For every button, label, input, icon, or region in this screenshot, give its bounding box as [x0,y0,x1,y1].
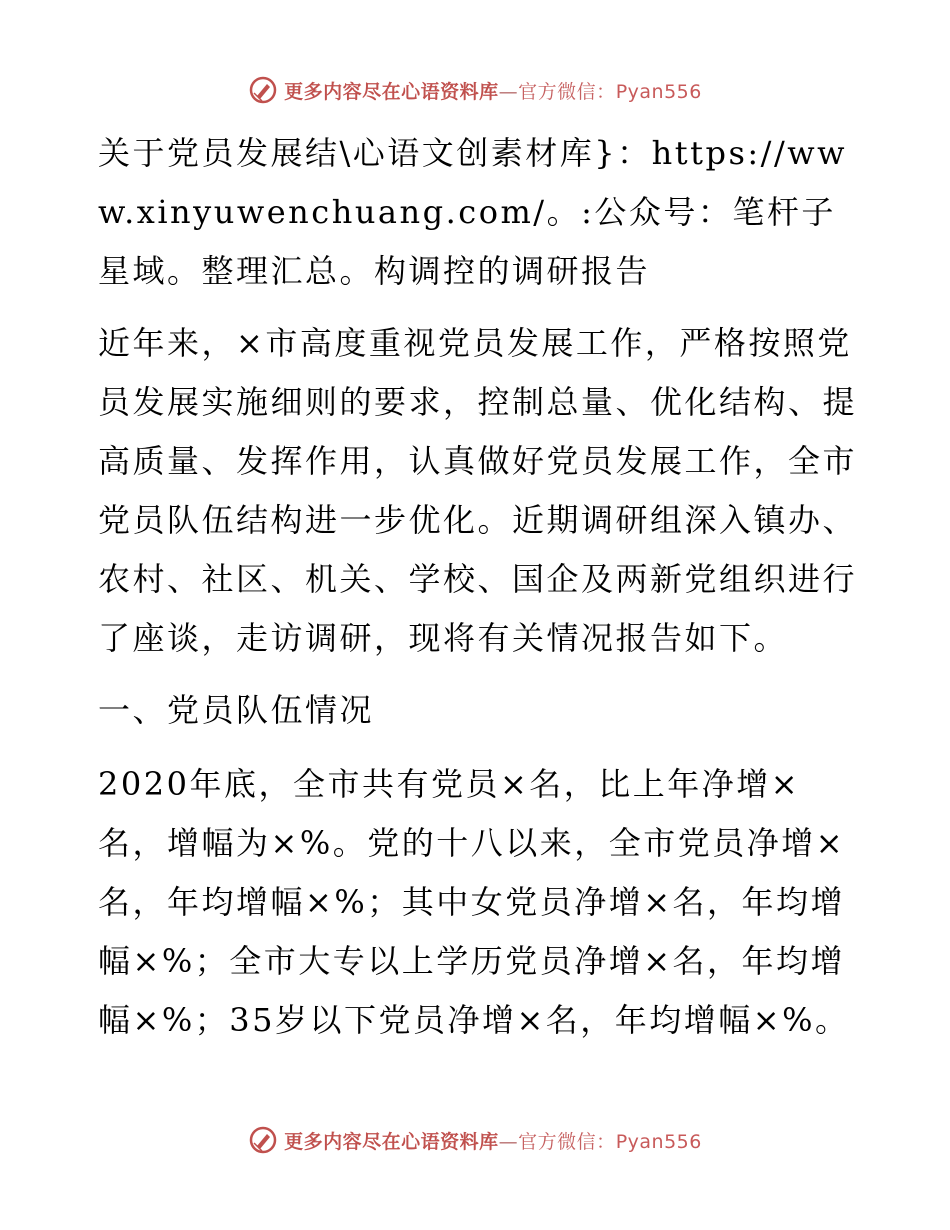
pen-circle-logo-icon [248,75,278,105]
document-body [98,124,858,1063]
section-heading: 一、党员队伍情况 [98,691,375,729]
banner-text [284,77,702,104]
paragraph-intro: 近年来，×市高度重视党员发展工作，严格按照党员发展实施细则的要求，控制总量、优化结构、提高质量、发挥作用，认真做好党员发展工作，全市党员队伍结构进一步优化。近期调研组深入镇办、农村、社区、机关、学校、国企及两新党组织进行了座谈，走访调研，现将有关情况报告如下。 [98,324,858,657]
banner-main-text: 更多内容尽在心语资料库 [284,1130,499,1153]
paragraph-statistics: 2020年底，全市共有党员×名，比上年净增×名，增幅为×%。党的十八以来，全市党员净增×名，年均增幅×%；其中女党员净增×名，年均增幅×%；全市大专以上学历党员净增×名，年均增幅×%；35岁以下党员净增×名，年均增幅×%。 [98,765,850,1039]
banner-dash: — [498,80,519,103]
footer-watermark-banner [0,1120,950,1160]
paragraph-title: 关于党员发展结\心语文创素材库}：https://www.xinyuwenchuang.com/。:公众号：笔杆子星域。整理汇总。构调控的调研报告 [98,134,848,290]
pen-circle-logo-icon [248,1125,278,1155]
banner-official-label: 官方微信： [518,80,616,103]
banner-text [284,1127,702,1154]
banner-official-label: 官方微信： [518,1130,616,1153]
banner-account: Pyan556 [615,80,702,103]
banner-account: Pyan556 [615,1130,702,1153]
header-watermark-banner [0,70,950,110]
banner-dash: — [498,1130,519,1153]
banner-main-text: 更多内容尽在心语资料库 [284,80,499,103]
